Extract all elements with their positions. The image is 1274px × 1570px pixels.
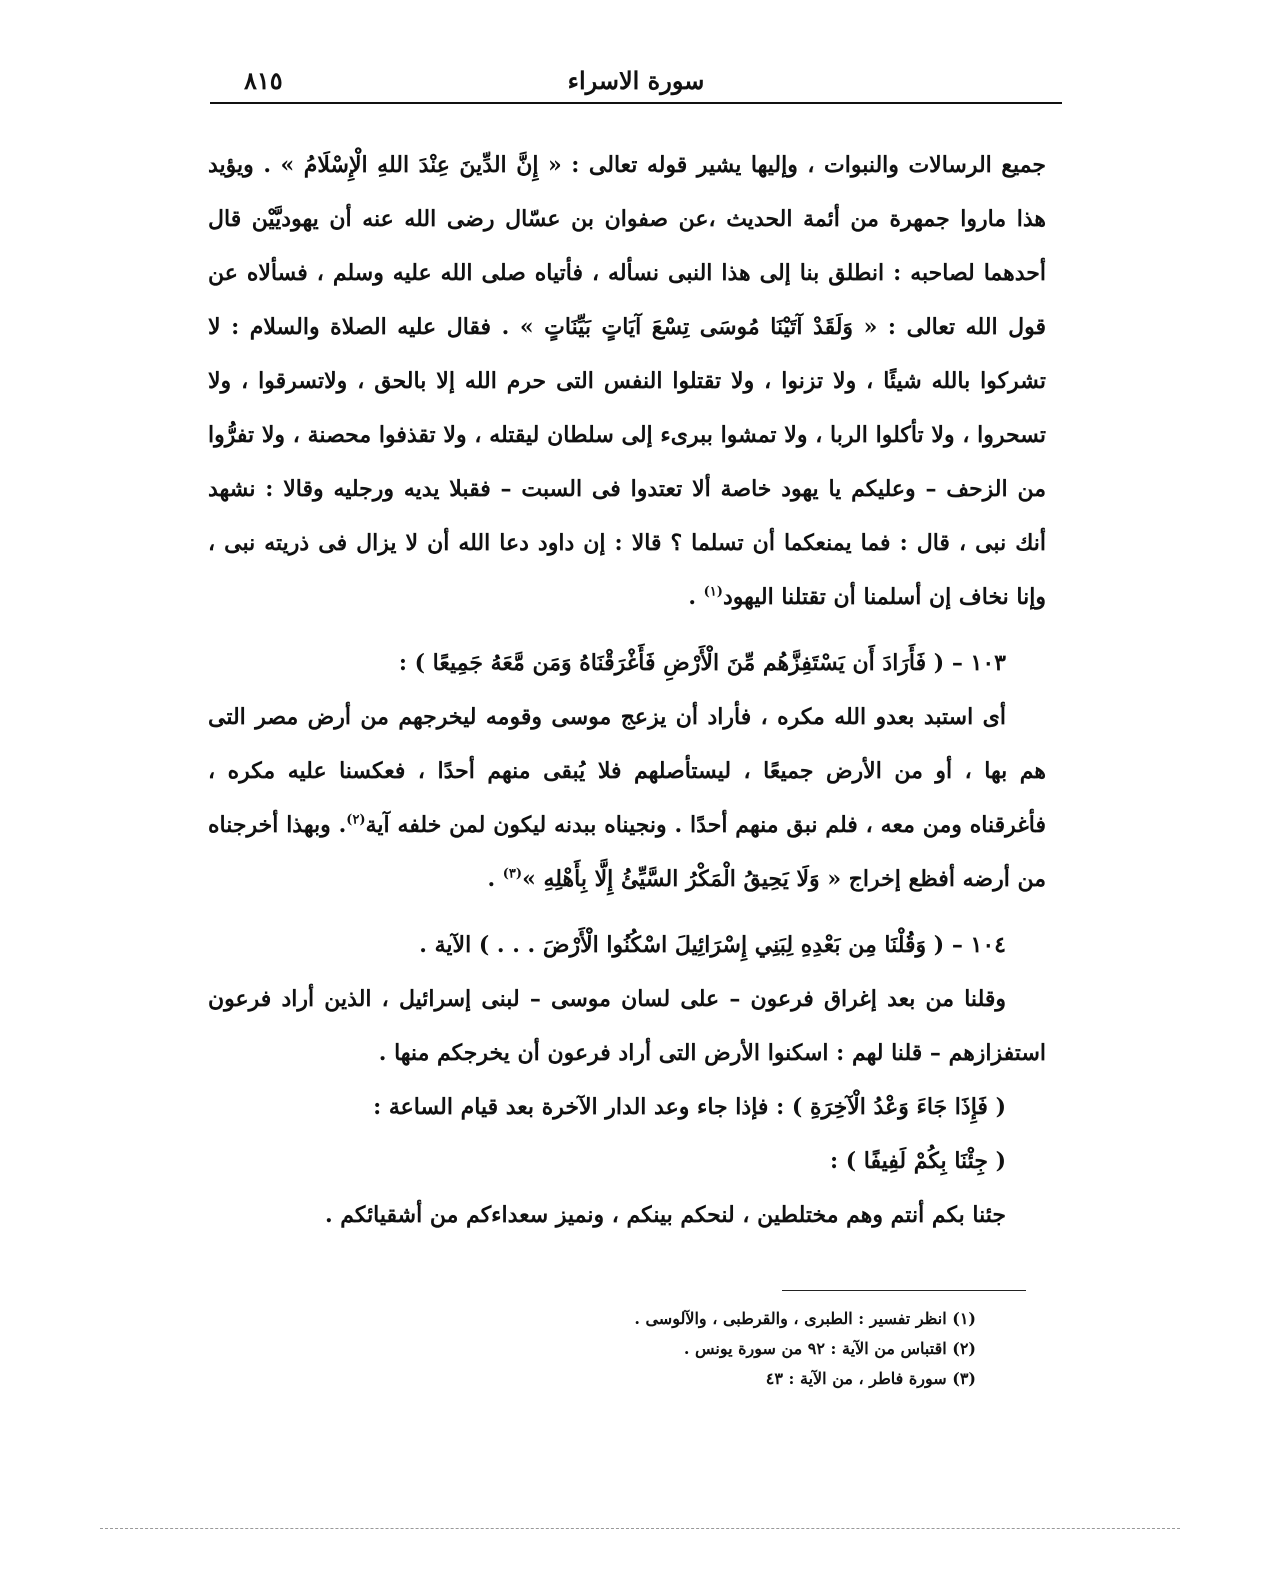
- verse-104-heading: ١٠٤ – ( وَقُلْنَا مِن بَعْدِهِ لِبَنِي إِسْرَائِيلَ اسْكُنُوا الْأَرْضَ . . . ) الآية .: [419, 932, 1006, 958]
- footnote-mark-1: (١): [703, 584, 723, 600]
- page-number: ٨١٥: [244, 66, 283, 95]
- footnotes: [470, 1304, 976, 1394]
- footnote-2: (٢) اقتباس من الآية : ٩٢ من سورة يونس .: [683, 1339, 976, 1358]
- page-bottom-line: [100, 1528, 1180, 1529]
- footnote-mark-2: (٢): [346, 812, 366, 828]
- main-text: [208, 138, 1046, 1242]
- footnote-3: (٣) سورة فاطر ، من الآية : ٤٣: [765, 1369, 976, 1388]
- paragraph-promise-hereafter: ( فَإِذَا جَاءَ وَعْدُ الْآخِرَةِ ) : فإذا جاء وعد الدار الآخرة بعد قيام الساعة :: [373, 1094, 1006, 1120]
- paragraph-hadith-text: جميع الرسالات والنبوات ، وإليها يشير قوله تعالى : « إِنَّ الدِّينَ عِنْدَ اللهِ الْإِسْلَامُ » . ويؤيد هذا ماروا جمهرة من أئمة الحديث ،عن صفوان بن عسّال رضى الله عنه أن يهوديَّيْن قال أحدهما لصاحبه : انطلق بنا إلى هذا النبى نسأله ، فأتياه صلى الله عليه وسلم ، فسألاه عن قول الله تعالى : « وَلَقَدْ آتَيْنَا مُوسَى تِسْعَ آيَاتٍ بَيِّنَاتٍ » . فقال عليه الصلاة والسلام : لا تشركوا بالله شيئًا ، ولا تزنوا ، ولا تقتلوا النفس التى حرم الله إلا بالحق ، ولاتسرقوا ، ولا تسحروا ، ولا تأكلوا الربا ، ولا تمشوا ببرىء إلى سلطان ليقتله ، ولا تقذفوا محصنة ، ولا تفرُّوا من الزحف – وعليكم يا يهود خاصة ألا تعتدوا فى السبت – فقبلا يديه ورجليه وقالا : نشهد أنك نبى ، قال : فما يمنعكما أن تسلما ؟ قالا : إن داود دعا الله أن لا يزال فى ذريته نبى ، وإنا نخاف إن أسلمنا أن تقتلنا اليهود: [208, 152, 1046, 610]
- footnote-separator: [782, 1290, 1026, 1291]
- verse-103-heading: ١٠٣ – ( فَأَرَادَ أَن يَسْتَفِزَّهُم مِّنَ الْأَرْضِ فَأَغْرَقْنَاهُ وَمَن مَّعَهُ جَمِيعًا ) :: [398, 650, 1006, 676]
- footnote-1: (١) انظر تفسير : الطبرى ، والقرطبى ، والآلوسى .: [634, 1309, 976, 1328]
- chapter-title: سورة الاسراء: [567, 66, 705, 95]
- paragraph-hadith: جميع الرسالات والنبوات ، وإليها يشير قوله تعالى : « إِنَّ الدِّينَ عِنْدَ اللهِ الْإِسْلَامُ » . ويؤيد هذا ماروا جمهرة من أئمة الحديث ،عن صفوان بن عسّال رضى الله عنه أن يهوديَّيْن قال أحدهما لصاحبه : انطلق بنا إلى هذا النبى نسأله ، فأتياه صلى الله عليه وسلم ، فسألاه عن قول الله تعالى : « وَلَقَدْ آتَيْنَا مُوسَى تِسْعَ آيَاتٍ بَيِّنَاتٍ » . فقال عليه الصلاة والسلام : لا تشركوا بالله شيئًا ، ولا تزنوا ، ولا تقتلوا النفس التى حرم الله إلا بالحق ، ولاتسرقوا ، ولا تسحروا ، ولا تأكلوا الربا ، ولا تمشوا ببرىء إلى سلطان ليقتله ، ولا تقذفوا محصنة ، ولا تفرُّوا من الزحف – وعليكم يا يهود خاصة ألا تعتدوا فى السبت – فقبلا يديه ورجليه وقالا : نشهد أنك نبى ، قال : فما يمنعكما أن تسلما ؟ قالا : إن داود دعا الله أن لا يزال فى ذريته نبى ، وإنا نخاف إن أسلمنا أن تقتلنا اليهود$^{(١)}$ .: [208, 152, 1046, 610]
- paragraph-verse-103-text-cont: . وبهذا أخرجناه من أرضه أفظع إخراج « وَلَا يَحِيقُ الْمَكْرُ السَّيِّئُ إِلَّا بِأَهْلِهِ »: [208, 812, 1046, 892]
- paragraph-verse-103-commentary: أى استبد بعدو الله مكره ، فأراد أن يزعج موسى وقومه ليخرجهم من أرض مصر التى هم بها ، أو من الأرض جميعًا ، ليستأصلهم فلا يُبقى منهم أحدًا ، فعكسنا عليه مكره ، فأغرقناه ومن معه ، فلم نبق منهم أحدًا . ونجيناه ببدنه ليكون لمن خلفه آية$^{(٢)}$. وبهذا أخرجناه من أرضه أفظع إخراج « وَلَا يَحِيقُ الْمَكْرُ السَّيِّئُ إِلَّا بِأَهْلِهِ »$^{(٣)}$ .: [208, 704, 1046, 892]
- footnote-mark-3: (٣): [502, 866, 523, 882]
- paragraph-gathered-together: ( جِئْنَا بِكُمْ لَفِيفًا ) :: [829, 1148, 1006, 1174]
- paragraph-verse-103-text: أى استبد بعدو الله مكره ، فأراد أن يزعج موسى وقومه ليخرجهم من أرض مصر التى هم بها ، أو من الأرض جميعًا ، ليستأصلهم فلا يُبقى منهم أحدًا ، فعكسنا عليه مكره ، فأغرقناه ومن معه ، فلم نبق منهم أحدًا . ونجيناه ببدنه ليكون لمن خلفه آية: [208, 704, 1046, 838]
- page-header: [210, 60, 1062, 104]
- paragraph-verse-104-commentary: وقلنا من بعد إغراق فرعون – على لسان موسى – لبنى إسرائيل ، الذين أراد فرعون استفزازهم – قلنا لهم : اسكنوا الأرض التى أراد فرعون أن يخرجكم منها .: [208, 986, 1046, 1066]
- paragraph-gathered-commentary: جئنا بكم أنتم وهم مختلطين ، لنحكم بينكم ، ونميز سعداءكم من أشقيائكم .: [324, 1202, 1006, 1228]
